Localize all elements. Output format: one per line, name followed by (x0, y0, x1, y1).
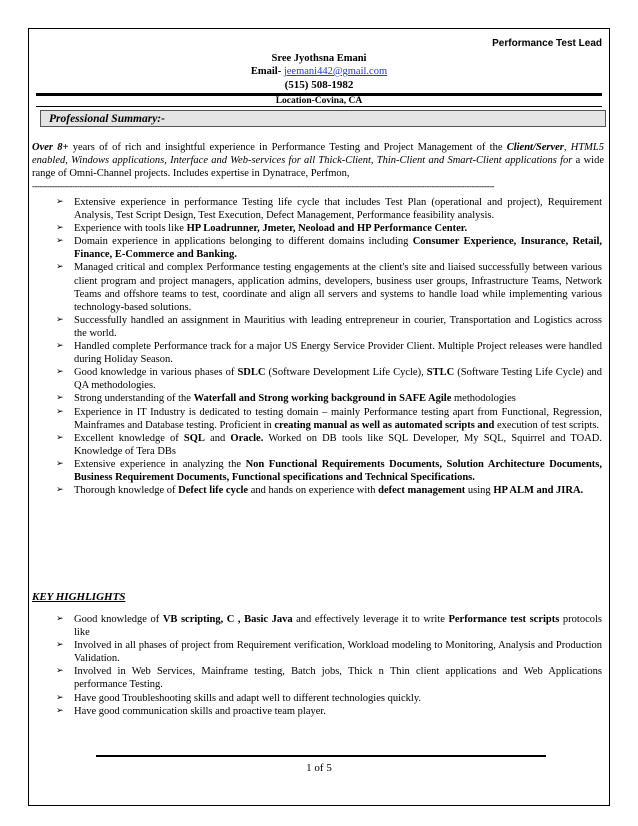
list-item (56, 406, 602, 432)
bullet-text: (Software Testing Life Cycle) and QA methodologies. (74, 367, 602, 392)
list-item (56, 366, 602, 392)
arrow-bullet-icon: ➢ (56, 640, 64, 651)
summary-heading: Professional Summary:- (49, 113, 165, 125)
list-item (56, 314, 602, 340)
intro-years: Over 8+ (32, 142, 69, 153)
bullet-text: Performance test scripts (448, 614, 560, 625)
arrow-bullet-icon: ➢ (56, 197, 64, 207)
bullet-text: Managed critical and complex Performance testing engagements at the client's site and liaised successfully between various client program and project managers, application admins, developers, business user groups, Infrastructure Teams, Network Teams and offshore teams to test, coordinate and align all servers and systems to handle load while implementing various technology-based solutions. (74, 262, 602, 313)
list-item (56, 432, 602, 458)
bullet-text: Experience in IT Industry is dedicated to testing domain – mainly Performance testing apart from Functional, Regression, Mainframes and Database testing. Proficient in (74, 406, 602, 431)
bullet-text: Successfully handled an assignment in Mauritius with leading entrepreneur in courier, Transportation and Logistics across the world. (74, 314, 602, 339)
arrow-bullet-icon: ➢ (56, 223, 64, 234)
bullet-text: STLC (426, 367, 455, 379)
bullet-text: VB scripting, C , Basic Java (162, 614, 293, 625)
bullet-text: SQL (183, 432, 205, 444)
bullet-text: Defect life cycle (178, 485, 249, 497)
bullet-text: Waterfall and Strong working background in SAFE Agile (193, 393, 452, 405)
key-highlights-heading: KEY HIGHLIGHTS (32, 591, 126, 603)
arrow-bullet-icon: ➢ (56, 262, 64, 273)
dashed-divider: ----------------------------------------------------------------------------------------------------------------------------------------------------------------------------------------- (32, 181, 494, 191)
arrow-bullet-icon: ➢ (56, 341, 64, 352)
candidate-name: Sree Jyothsna Emani (271, 53, 367, 64)
list-item (56, 613, 602, 639)
bullet-text: and effectively leverage it to write (292, 614, 449, 625)
list-item (56, 692, 602, 705)
bullet-text: (Software Development Life Cycle), (265, 367, 427, 379)
job-title: Performance Test Lead (492, 38, 602, 49)
arrow-bullet-icon: ➢ (56, 458, 64, 469)
intro-expertise: a wide range of Omni-Channel projects. Includes expertise in Dynatrace, Perfmon, (32, 155, 604, 179)
bullet-text: Strong understanding of the (74, 393, 194, 405)
list-item (56, 340, 602, 366)
arrow-bullet-icon: ➢ (56, 614, 64, 624)
location: Location-Covina, CA (275, 96, 363, 106)
bullet-text: HP ALM and JIRA. (493, 485, 584, 497)
arrow-bullet-icon: ➢ (56, 485, 64, 496)
bullet-text: Have good Troubleshooting skills and adapt well to different technologies quickly. (74, 692, 422, 704)
summary-heading-box (40, 110, 606, 127)
bullet-text: and hands on experience with (248, 485, 379, 497)
bullet-text: Extensive experience in analyzing the (74, 458, 246, 470)
bullet-text: Good knowledge in various phases of (74, 367, 238, 379)
bullet-text: Worked on DB tools like SQL Developer, My SQL, Squirrel and TOAD. Knowledge of Tera DBs (74, 432, 602, 457)
bullet-text: execution of test scripts. (494, 419, 600, 431)
bullet-text: Non Functional Requirements Documents, Solution Architecture Documents, Business Requirement Documents, Functional specifications and Technical Specifications. (74, 458, 603, 483)
email-label: Email- (250, 66, 282, 77)
bullet-text: Consumer Experience, Insurance, Retail, Finance, E-Commerce and Banking. (74, 236, 602, 261)
bullet-text: Involved in all phases of project from Requirement verification, Workload modeling to Monitoring, Analysis and Production Validation. (74, 640, 602, 665)
bullet-text: Domain experience in applications belonging to different domains including (74, 236, 413, 248)
bullet-text: Excellent knowledge of (74, 432, 184, 444)
header-rule-thin (36, 106, 602, 107)
bullet-text: Extensive experience in performance Testing life cycle that includes Test Plan (operational and project), Requirement Analysis, Test Script Design, Test Execution, Defect Management, Performance feasibility analysis. (74, 197, 602, 222)
arrow-bullet-icon: ➢ (56, 432, 64, 443)
page-number: 1 of 5 (306, 762, 332, 774)
bullet-text: and (204, 432, 231, 444)
email-link[interactable]: jeemani442@gmail.com (283, 66, 388, 77)
summary-bullets (56, 196, 602, 497)
list-item (56, 639, 602, 665)
list-item (56, 196, 602, 222)
intro-platforms: , HTML5 enabled, Windows applications, Interface and Web-services for all Thick-Client, Thin-Client and Smart-Client applications for (32, 142, 605, 166)
bullet-text: Oracle. (230, 432, 264, 444)
list-item (56, 484, 602, 497)
arrow-bullet-icon: ➢ (56, 666, 64, 677)
arrow-bullet-icon: ➢ (56, 236, 64, 247)
bullet-text: defect management (378, 485, 466, 497)
list-item (56, 705, 602, 718)
bullet-text: creating manual as well as automated scripts and (274, 419, 495, 431)
bullet-text: Have good communication skills and proactive team player. (74, 705, 326, 717)
arrow-bullet-icon: ➢ (56, 705, 64, 716)
list-item (56, 222, 602, 235)
key-highlights-bullets (56, 613, 602, 718)
list-item (56, 665, 602, 691)
arrow-bullet-icon: ➢ (56, 692, 64, 703)
intro-client-server: Client/Server (506, 142, 564, 153)
bullet-text: Handled complete Performance track for a major US Energy Service Provider Client. Multiple Project releases were handled during Holiday Season. (74, 341, 602, 366)
list-item (56, 458, 602, 484)
arrow-bullet-icon: ➢ (56, 393, 64, 404)
intro-text: years of of rich and insightful experience in Performance Testing and Project Management of the (68, 142, 507, 153)
bullet-text: Good knowledge of (74, 614, 163, 625)
arrow-bullet-icon: ➢ (56, 314, 64, 325)
footer-rule (96, 755, 546, 757)
email-line (0, 66, 638, 77)
arrow-bullet-icon: ➢ (56, 367, 64, 378)
arrow-bullet-icon: ➢ (56, 406, 64, 417)
list-item (56, 235, 602, 261)
bullet-text: methodologies (451, 393, 516, 405)
bullet-text: Experience with tools like (74, 223, 187, 235)
summary-paragraph (32, 141, 604, 180)
list-item (56, 392, 602, 405)
bullet-text: SDLC (237, 367, 266, 379)
phone-number: (515) 508-1982 (284, 79, 354, 91)
bullet-text: Thorough knowledge of (74, 485, 179, 497)
bullet-text: using (465, 485, 494, 497)
bullet-text: Involved in Web Services, Mainframe testing, Batch jobs, Thick n Thin client applications and Web Applications performance Testing. (74, 666, 602, 691)
bullet-text: protocols like (74, 614, 602, 639)
bullet-text: HP Loadrunner, Jmeter, Neoload and HP Performance Center. (186, 223, 468, 235)
list-item (56, 261, 602, 313)
